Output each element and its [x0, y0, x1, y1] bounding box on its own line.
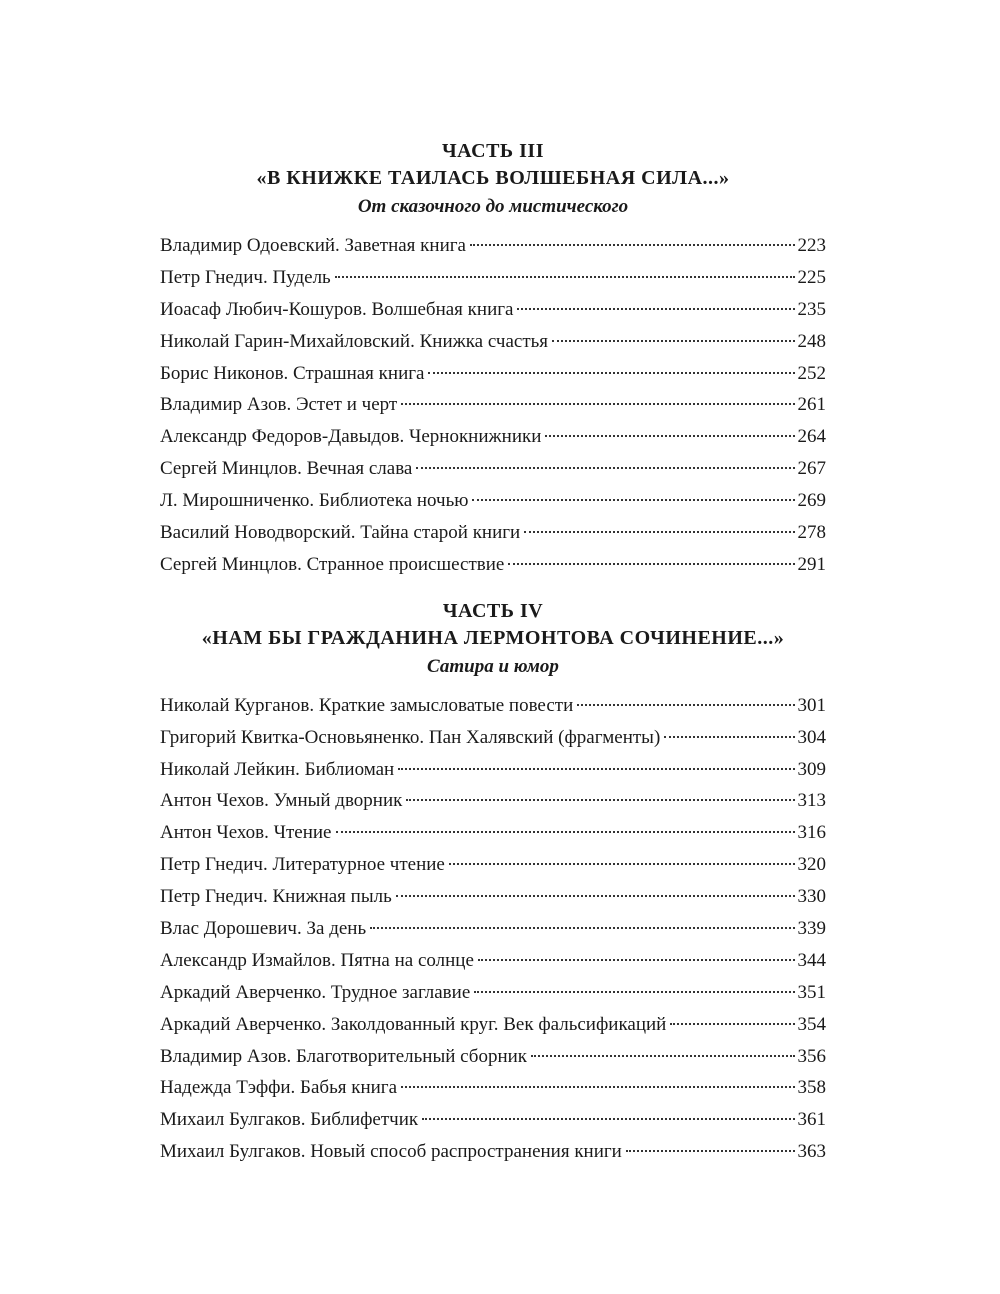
entry-page-number: 361: [797, 1109, 826, 1131]
part-subtitle: От сказочного до мистического: [357, 196, 629, 217]
dot-leader: [531, 1055, 794, 1057]
entry-page-number: 269: [797, 490, 826, 512]
dot-leader: [524, 531, 794, 533]
entry-title: Петр Гнедич. Книжная пыль: [160, 886, 392, 908]
toc-entry: [160, 485, 826, 517]
dot-leader: [552, 340, 794, 342]
entry-title: Сергей Минцлов. Странное происшествие: [160, 553, 505, 575]
dot-leader: [416, 467, 794, 469]
dot-leader: [401, 403, 794, 405]
entry-page-number: 309: [797, 758, 826, 780]
entry-page-number: 252: [797, 362, 826, 384]
table-of-contents: [160, 138, 826, 1168]
toc-entry: [160, 722, 826, 754]
entry-title: Василий Новодворский. Тайна старой книги: [160, 522, 521, 544]
dot-leader: [398, 768, 794, 770]
toc-entry: [160, 977, 826, 1009]
toc-entry: [160, 517, 826, 549]
part-number: ЧАСТЬ III: [442, 140, 544, 162]
entries-list: [160, 690, 826, 1168]
entry-title: Николай Лейкин. Библиоман: [160, 758, 395, 780]
entry-title: Михаил Булгаков. Новый способ распространения книги: [160, 1141, 622, 1163]
dot-leader: [470, 244, 795, 246]
dot-leader: [626, 1150, 795, 1152]
toc-entry: [160, 881, 826, 913]
dot-leader: [670, 1023, 794, 1025]
toc-entry: [160, 913, 826, 945]
entry-title: Аркадий Аверченко. Заколдованный круг. Век фальсификаций: [160, 1013, 667, 1035]
entry-title: Л. Мирошниченко. Библиотека ночью: [160, 490, 469, 512]
entry-page-number: 351: [797, 981, 826, 1003]
entry-page-number: 223: [797, 235, 826, 256]
entry-title: Борис Никонов. Страшная книга: [160, 362, 425, 384]
part-subtitle: Сатира и юмор: [427, 655, 559, 677]
dot-leader: [508, 563, 794, 565]
entry-page-number: 304: [797, 726, 826, 748]
dot-leader: [449, 863, 795, 865]
entry-title: Петр Гнедич. Литературное чтение: [160, 854, 445, 876]
entry-title: Александр Федоров-Давыдов. Чернокнижники: [160, 426, 542, 448]
entry-title: Аркадий Аверченко. Трудное заглавие: [160, 981, 471, 1003]
dot-leader: [474, 991, 794, 993]
toc-entry: [160, 1136, 826, 1168]
entry-page-number: 301: [797, 694, 826, 716]
entry-title: Григорий Квитка-Основьяненко. Пан Халявский (фрагменты): [160, 726, 661, 748]
toc-entry: [160, 294, 826, 326]
entry-page-number: 264: [797, 426, 826, 448]
entry-title: Владимир Одоевский. Заветная книга: [160, 235, 466, 256]
entry-page-number: 344: [797, 949, 826, 971]
toc-entry: [160, 453, 826, 485]
entry-title: Николай Курганов. Краткие замысловатые повести: [160, 694, 574, 716]
toc-entry: [160, 1072, 826, 1104]
dot-leader: [335, 276, 795, 278]
entry-title: Сергей Минцлов. Вечная слава: [160, 458, 413, 480]
dot-leader: [545, 435, 794, 437]
dot-leader: [401, 1086, 794, 1088]
part-section: [160, 598, 826, 682]
toc-entry: [160, 754, 826, 786]
entry-title: Влас Дорошевич. За день: [160, 918, 367, 940]
dot-leader: [478, 959, 795, 961]
entry-title: Иоасаф Любич-Кошуров. Волшебная книга: [160, 298, 514, 320]
toc-entry: [160, 817, 826, 849]
entry-page-number: 261: [797, 394, 826, 416]
entry-page-number: 330: [797, 886, 826, 908]
entry-title: Николай Гарин-Михайловский. Книжка счастья: [160, 330, 549, 352]
entry-page-number: 291: [797, 553, 826, 575]
dot-leader: [517, 308, 794, 310]
dot-leader: [406, 799, 794, 801]
toc-entry: [160, 230, 826, 262]
entry-page-number: 358: [797, 1077, 826, 1099]
toc-entry: [160, 1104, 826, 1136]
part-section: [160, 138, 826, 222]
dot-leader: [664, 736, 794, 738]
toc-entry: [160, 690, 826, 722]
entry-page-number: 235: [797, 298, 826, 320]
entry-page-number: 278: [797, 522, 826, 544]
toc-entry: [160, 549, 826, 581]
entry-title: Надежда Тэффи. Бабья книга: [160, 1077, 398, 1099]
dot-leader: [396, 895, 795, 897]
entries-list: [160, 230, 826, 581]
entry-title: Антон Чехов. Умный дворник: [160, 790, 403, 812]
entry-page-number: 320: [797, 854, 826, 876]
part-number: ЧАСТЬ IV: [442, 599, 544, 622]
dot-leader: [577, 704, 794, 706]
entry-title: Петр Гнедич. Пудель: [160, 266, 331, 288]
entry-page-number: 363: [797, 1141, 826, 1163]
dot-leader: [472, 499, 794, 501]
toc-entry: [160, 945, 826, 977]
dot-leader: [370, 927, 794, 929]
toc-entry: [160, 421, 826, 453]
dot-leader: [428, 372, 794, 374]
entry-page-number: 339: [797, 918, 826, 940]
toc-entry: [160, 849, 826, 881]
part-title: «В КНИЖКЕ ТАИЛАСЬ ВОЛШЕБНАЯ СИЛА...»: [256, 167, 730, 189]
toc-entry: [160, 785, 826, 817]
entry-page-number: 354: [797, 1013, 826, 1035]
toc-entry: [160, 389, 826, 421]
entry-title: Владимир Азов. Благотворительный сборник: [160, 1045, 528, 1067]
toc-entry: [160, 262, 826, 294]
entry-title: Антон Чехов. Чтение: [160, 822, 332, 844]
part-title: «НАМ БЫ ГРАЖДАНИНА ЛЕРМОНТОВА СОЧИНЕНИЕ...»: [201, 626, 785, 649]
entry-page-number: 225: [797, 266, 826, 288]
dot-leader: [336, 831, 795, 833]
entry-title: Владимир Азов. Эстет и черт: [160, 394, 398, 416]
entry-page-number: 248: [797, 330, 826, 352]
entry-page-number: 267: [797, 458, 826, 480]
entry-page-number: 356: [797, 1045, 826, 1067]
toc-entry: [160, 326, 826, 358]
toc-entry: [160, 358, 826, 390]
entry-title: Михаил Булгаков. Библифетчик: [160, 1109, 419, 1131]
entry-page-number: 316: [797, 822, 826, 844]
toc-entry: [160, 1009, 826, 1041]
toc-entry: [160, 1041, 826, 1073]
entry-title: Александр Измайлов. Пятна на солнце: [160, 949, 474, 971]
entry-page-number: 313: [797, 790, 826, 812]
dot-leader: [422, 1118, 794, 1120]
